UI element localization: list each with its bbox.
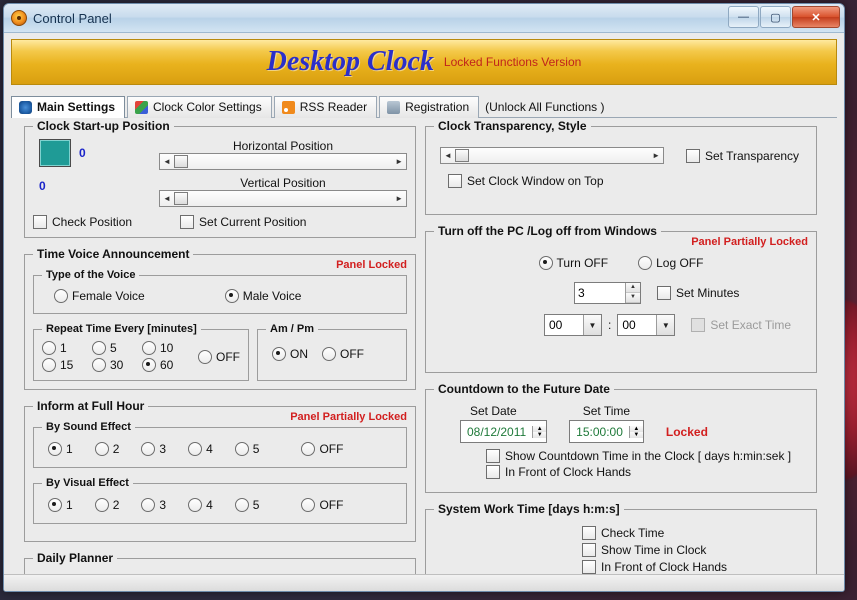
sound-2-label: 2 xyxy=(112,442,120,456)
sound-4-label: 4 xyxy=(206,442,213,456)
tab-main-settings-label: Main Settings xyxy=(37,100,116,114)
log-off-label: Log OFF xyxy=(656,256,704,270)
sound-off-radio[interactable] xyxy=(301,442,315,456)
set-transparency-label: Set Transparency xyxy=(705,148,800,163)
repeat-30-radio[interactable] xyxy=(92,358,106,372)
power-legend: Turn off the PC /Log off from Windows xyxy=(438,224,657,238)
minute-combo[interactable] xyxy=(617,314,675,336)
vertical-slider-thumb[interactable] xyxy=(174,192,188,205)
repeat-15-radio[interactable] xyxy=(42,358,56,372)
repeat-off-label: OFF xyxy=(216,349,240,364)
hour-value: 00 xyxy=(549,318,563,332)
type-of-voice-legend: Type of the Voice xyxy=(46,269,136,281)
countdown-time-value: 15:00:00 xyxy=(576,424,623,439)
female-voice-radio[interactable] xyxy=(54,289,68,303)
minutes-spin-up-icon[interactable]: ▲ xyxy=(626,283,640,293)
main-settings-panel xyxy=(11,119,837,579)
ampm-on-label: ON xyxy=(290,347,308,361)
male-voice-radio[interactable] xyxy=(225,289,239,303)
visual-5-label: 5 xyxy=(252,498,260,512)
repeat-5-label: 5 xyxy=(110,341,117,355)
rss-icon xyxy=(282,101,295,114)
countdown-locked-note: Locked xyxy=(665,424,708,439)
visual-3-label: 3 xyxy=(159,498,167,512)
repeat-time-legend: Repeat Time Every [minutes] xyxy=(46,323,197,335)
set-minutes-checkbox[interactable] xyxy=(657,286,671,300)
vertical-position-slider[interactable] xyxy=(159,190,407,207)
turn-off-radio[interactable] xyxy=(539,256,553,270)
sound-1-radio[interactable] xyxy=(48,442,62,456)
sound-4-radio[interactable] xyxy=(188,442,202,456)
visual-1-radio[interactable] xyxy=(48,498,62,512)
visual-4-radio[interactable] xyxy=(188,498,202,512)
minutes-spin-down-icon[interactable]: ▼ xyxy=(626,293,640,303)
hour-combo[interactable] xyxy=(544,314,602,336)
ampm-off-label: OFF xyxy=(340,347,364,361)
full-hour-locked-note: Panel Partially Locked xyxy=(290,411,407,423)
tab-registration[interactable] xyxy=(379,96,479,118)
horizontal-slider-thumb[interactable] xyxy=(174,155,188,168)
log-off-radio[interactable] xyxy=(638,256,652,270)
tab-rss-reader-label: RSS Reader xyxy=(299,100,368,114)
power-locked-note: Panel Partially Locked xyxy=(691,236,808,248)
time-voice-announcement-group xyxy=(24,247,416,390)
system-in-front-checkbox[interactable] xyxy=(582,560,596,574)
countdown-time-field[interactable] xyxy=(569,420,644,443)
transparency-legend: Clock Transparency, Style xyxy=(438,119,587,133)
countdown-date-field[interactable] xyxy=(460,420,547,443)
show-time-in-clock-checkbox[interactable] xyxy=(582,543,596,557)
countdown-group xyxy=(425,382,817,493)
type-of-voice-group xyxy=(33,269,407,314)
check-time-checkbox[interactable] xyxy=(582,526,596,540)
maximize-button[interactable]: ▢ xyxy=(760,6,791,28)
slider-left-arrow-icon[interactable]: ◄ xyxy=(163,157,171,166)
visual-3-radio[interactable] xyxy=(141,498,155,512)
vertical-position-label: Vertical Position xyxy=(240,176,326,190)
gear-icon xyxy=(19,101,32,114)
minute-chevron-down-icon[interactable]: ▼ xyxy=(656,315,674,335)
ampm-legend: Am / Pm xyxy=(270,323,315,335)
sound-5-label: 5 xyxy=(252,442,260,456)
visual-2-label: 2 xyxy=(112,498,120,512)
hour-chevron-down-icon[interactable]: ▼ xyxy=(583,315,601,335)
system-in-front-label: In Front of Clock Hands xyxy=(601,560,728,574)
repeat-60-radio[interactable] xyxy=(142,358,156,372)
check-position-checkbox[interactable] xyxy=(33,215,47,229)
set-clock-on-top-label: Set Clock Window on Top xyxy=(467,174,604,188)
tab-unlock-all-functions[interactable] xyxy=(481,97,613,118)
female-voice-label: Female Voice xyxy=(72,289,145,303)
tab-strip xyxy=(11,93,837,118)
daily-planner-legend: Daily Planner xyxy=(37,551,114,565)
visual-off-radio[interactable] xyxy=(301,498,315,512)
set-date-label: Set Date xyxy=(470,404,517,418)
transparency-slider-thumb[interactable] xyxy=(455,149,469,162)
set-clock-on-top-checkbox[interactable] xyxy=(448,174,462,188)
minutes-spinner-buttons[interactable] xyxy=(625,283,640,303)
check-position-label: Check Position xyxy=(52,215,133,229)
product-banner xyxy=(11,39,837,85)
tab-registration-label: Registration xyxy=(405,100,470,114)
by-sound-effect-legend: By Sound Effect xyxy=(46,421,131,433)
time-spin-up-icon[interactable]: ▲ xyxy=(630,426,643,432)
clock-color-swatch[interactable] xyxy=(39,139,71,167)
system-work-time-legend: System Work Time [days h:m:s] xyxy=(438,502,620,516)
registration-icon xyxy=(387,101,400,114)
window-controls xyxy=(728,6,840,28)
visual-off-label: OFF xyxy=(319,498,344,512)
sound-2-radio[interactable] xyxy=(95,442,109,456)
vslider-left-arrow-icon[interactable]: ◄ xyxy=(163,194,171,203)
power-options-group xyxy=(425,224,817,373)
transparency-slider-left-arrow-icon[interactable]: ◄ xyxy=(444,151,452,160)
show-countdown-checkbox[interactable] xyxy=(486,449,500,463)
status-bar xyxy=(4,574,844,591)
repeat-1-label: 1 xyxy=(60,341,67,355)
countdown-legend: Countdown to the Future Date xyxy=(438,382,610,396)
set-transparency-checkbox[interactable] xyxy=(686,149,700,163)
by-sound-effect-group xyxy=(33,421,407,468)
countdown-date-value: 08/12/2011 xyxy=(467,424,527,439)
minimize-button[interactable]: — xyxy=(728,6,759,28)
transparency-slider[interactable] xyxy=(440,147,664,164)
set-minutes-label: Set Minutes xyxy=(676,286,740,300)
voice-locked-note: Panel Locked xyxy=(336,259,407,271)
male-voice-label: Male Voice xyxy=(242,289,302,303)
repeat-off-radio[interactable] xyxy=(198,350,212,364)
time-voice-legend: Time Voice Announcement xyxy=(37,247,190,261)
vslider-right-arrow-icon[interactable]: ► xyxy=(395,194,403,203)
sound-5-radio[interactable] xyxy=(235,442,249,456)
clock-startup-position-legend: Clock Start-up Position xyxy=(37,119,170,133)
edition-label: Locked Functions Version xyxy=(443,55,582,69)
check-time-label: Check Time xyxy=(601,526,665,540)
countdown-in-front-label: In Front of Clock Hands xyxy=(505,465,632,479)
time-spin-down-icon[interactable]: ▼ xyxy=(630,432,643,438)
visual-2-radio[interactable] xyxy=(95,498,109,512)
tab-clock-color-settings[interactable] xyxy=(127,96,272,118)
ampm-on-radio[interactable] xyxy=(272,347,286,361)
tab-rss-reader[interactable] xyxy=(274,96,377,118)
minutes-input[interactable] xyxy=(575,283,625,303)
inform-at-full-hour-group xyxy=(24,399,416,542)
sound-1-label: 1 xyxy=(66,442,73,456)
turn-off-label: Turn OFF xyxy=(556,256,609,270)
set-exact-time-checkbox[interactable] xyxy=(691,318,705,332)
repeat-60-label: 60 xyxy=(160,358,174,372)
title-bar xyxy=(4,4,844,33)
repeat-5-radio[interactable] xyxy=(92,341,106,355)
transparency-slider-right-arrow-icon[interactable]: ► xyxy=(652,151,660,160)
tab-main-settings[interactable] xyxy=(11,96,125,118)
repeat-15-label: 15 xyxy=(60,358,74,372)
sound-off-label: OFF xyxy=(319,442,344,456)
ampm-group xyxy=(257,323,407,381)
repeat-10-radio[interactable] xyxy=(142,341,156,355)
horizontal-value: 0 xyxy=(79,146,86,160)
clock-orb-icon xyxy=(11,10,27,26)
set-time-label: Set Time xyxy=(582,404,631,418)
visual-1-label: 1 xyxy=(66,498,73,512)
visual-4-label: 4 xyxy=(206,498,213,512)
repeat-1-radio[interactable] xyxy=(42,341,56,355)
repeat-30-label: 30 xyxy=(110,358,124,372)
palette-icon xyxy=(135,101,148,114)
tab-clock-color-settings-label: Clock Color Settings xyxy=(153,100,262,114)
set-current-position-label: Set Current Position xyxy=(199,215,307,229)
window-title: Control Panel xyxy=(33,10,112,26)
show-countdown-label: Show Countdown Time in the Clock [ days h:min:sek ] xyxy=(505,449,792,463)
inform-full-hour-legend: Inform at Full Hour xyxy=(37,399,145,413)
repeat-time-group xyxy=(33,323,249,381)
tab-unlock-all-functions-label: (Unlock All Functions ) xyxy=(485,100,605,114)
repeat-10-label: 10 xyxy=(160,341,174,355)
ampm-off-radio[interactable] xyxy=(322,347,336,361)
close-button[interactable]: ✕ xyxy=(792,6,840,28)
date-spin-up-icon[interactable]: ▲ xyxy=(533,426,546,432)
countdown-in-front-checkbox[interactable] xyxy=(486,465,500,479)
vertical-value: 0 xyxy=(39,179,46,193)
sound-3-label: 3 xyxy=(159,442,167,456)
horizontal-position-label: Horizontal Position xyxy=(232,139,334,153)
clock-transparency-group xyxy=(425,119,817,215)
control-panel-window xyxy=(3,3,845,592)
date-spin-down-icon[interactable]: ▼ xyxy=(533,432,546,438)
left-column xyxy=(24,119,416,592)
set-current-position-checkbox[interactable] xyxy=(180,215,194,229)
right-column xyxy=(425,119,817,592)
product-name: Desktop Clock xyxy=(266,46,434,77)
show-time-in-clock-label: Show Time in Clock xyxy=(601,543,707,557)
by-visual-effect-legend: By Visual Effect xyxy=(46,477,129,489)
time-separator: : xyxy=(608,318,612,332)
clock-startup-position-group xyxy=(24,119,416,238)
set-exact-time-label: Set Exact Time xyxy=(710,318,792,332)
minute-value: 00 xyxy=(622,318,636,332)
slider-right-arrow-icon[interactable]: ► xyxy=(395,157,403,166)
horizontal-position-slider[interactable] xyxy=(159,153,407,170)
by-visual-effect-group xyxy=(33,477,407,524)
visual-5-radio[interactable] xyxy=(235,498,249,512)
minutes-spinner[interactable] xyxy=(574,282,641,304)
sound-3-radio[interactable] xyxy=(141,442,155,456)
